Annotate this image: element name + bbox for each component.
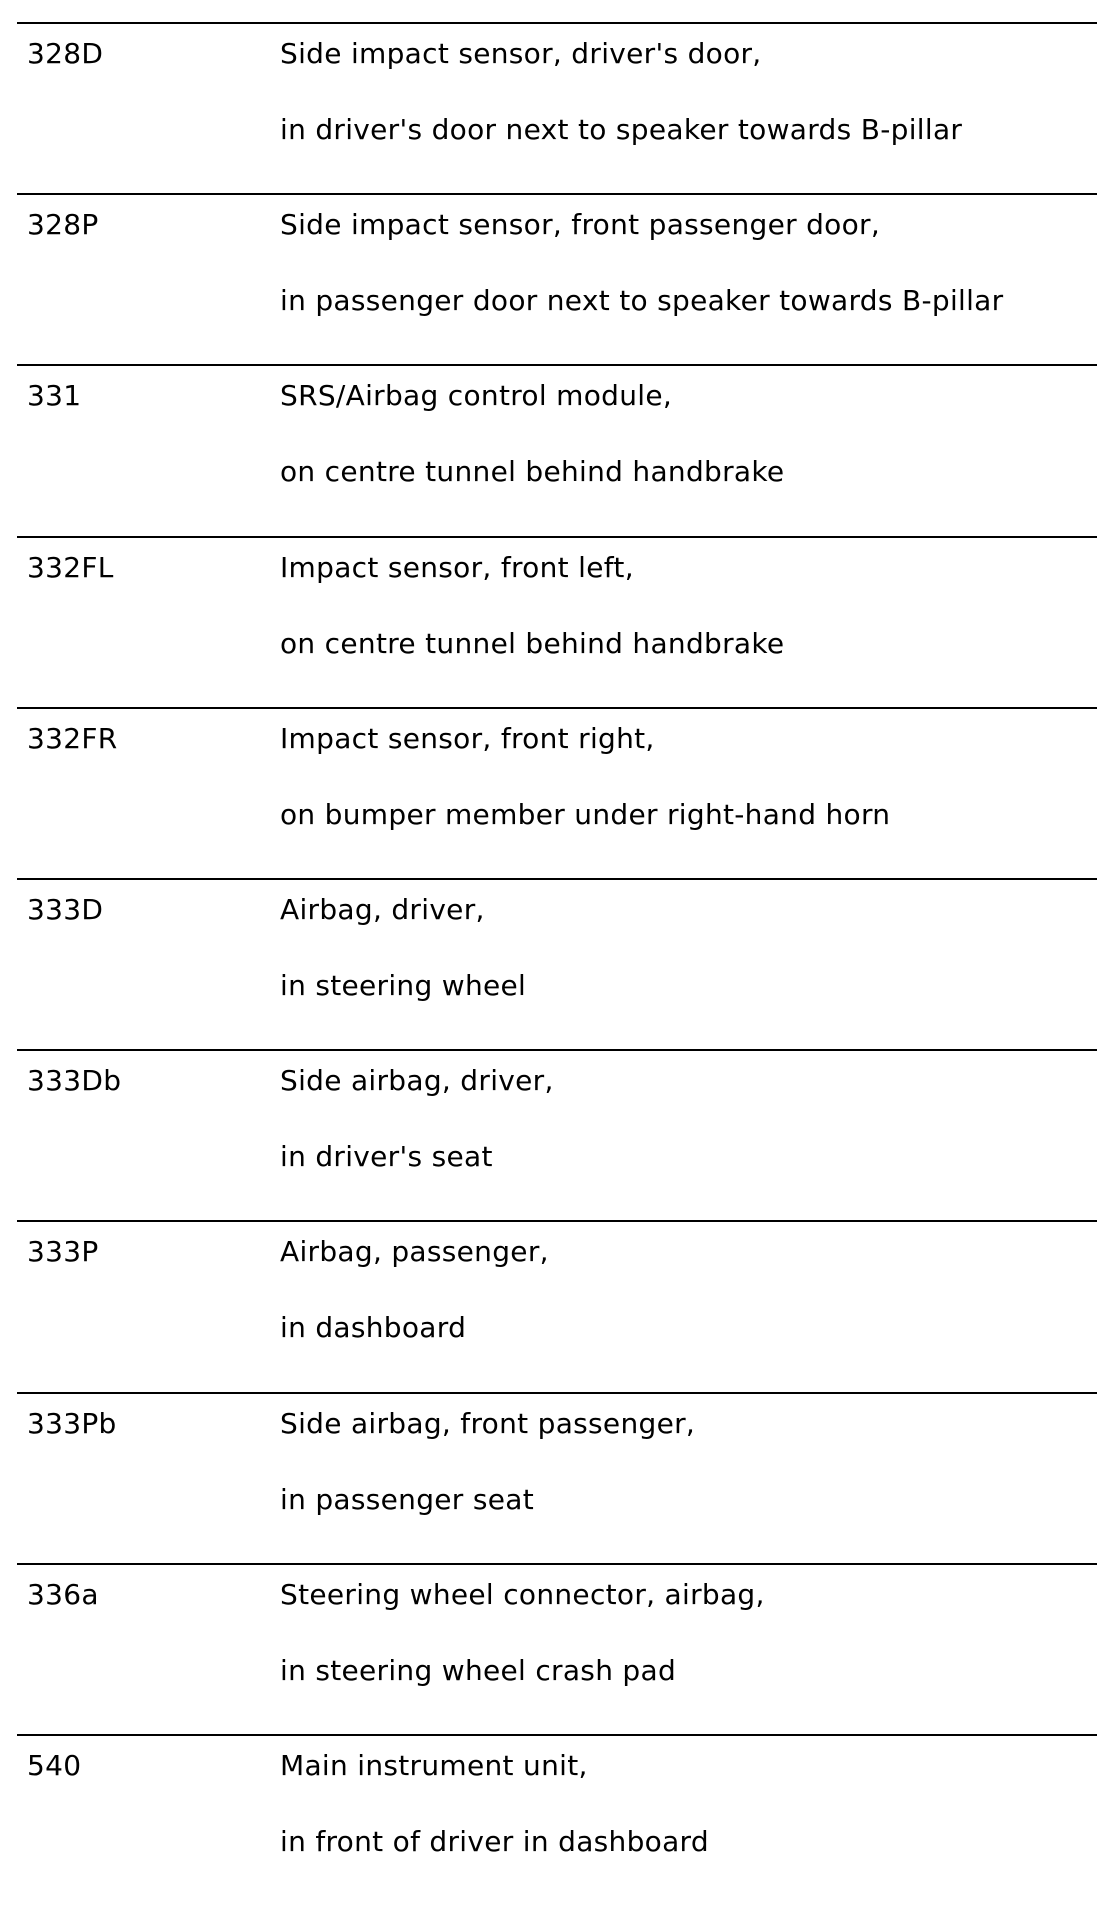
- component-name: Impact sensor, front left,: [280, 550, 634, 584]
- component-code: 333D: [27, 892, 104, 926]
- component-name: Side airbag, driver,: [280, 1064, 554, 1098]
- component-code: 328D: [27, 37, 104, 70]
- table-row: [17, 1734, 1097, 1905]
- component-location: on bumper member under right-hand horn: [280, 797, 891, 831]
- table-row: [17, 364, 1097, 535]
- component-name: Impact sensor, front right,: [280, 721, 655, 755]
- component-code: 336a: [27, 1577, 99, 1611]
- component-code: 333Pb: [27, 1406, 117, 1440]
- component-table: [17, 22, 1097, 1905]
- component-name: Steering wheel connector, airbag,: [280, 1577, 765, 1611]
- component-location: on centre tunnel behind handbrake: [280, 455, 785, 489]
- component-name: Side airbag, front passenger,: [280, 1406, 696, 1440]
- component-location: in driver's door next to speaker towards B-pillar: [280, 113, 963, 146]
- component-location: in driver's seat: [280, 1140, 493, 1174]
- component-location: on centre tunnel behind handbrake: [280, 626, 785, 660]
- component-code: 328P: [27, 208, 99, 242]
- component-location: in steering wheel crash pad: [280, 1653, 677, 1687]
- component-name: Side impact sensor, driver's door,: [280, 37, 762, 70]
- component-code: 332FL: [27, 550, 114, 584]
- table-row: [17, 1392, 1097, 1563]
- table-row: [17, 536, 1097, 707]
- component-name: Main instrument unit,: [280, 1748, 588, 1782]
- component-location: in dashboard: [280, 1311, 467, 1345]
- component-name: Side impact sensor, front passenger door,: [280, 208, 881, 242]
- component-name: SRS/Airbag control module,: [280, 379, 673, 413]
- component-name: Airbag, passenger,: [280, 1235, 549, 1269]
- component-code: 332FR: [27, 721, 118, 755]
- component-code: 333Db: [27, 1064, 122, 1098]
- table-row: [17, 878, 1097, 1049]
- component-code: 540: [27, 1748, 82, 1782]
- component-name: Airbag, driver,: [280, 892, 485, 926]
- table-row: [17, 193, 1097, 364]
- table-row: [17, 1220, 1097, 1391]
- component-code: 331: [27, 379, 82, 413]
- component-location: in passenger door next to speaker towards B-pillar: [280, 284, 1004, 318]
- component-code: 333P: [27, 1235, 99, 1269]
- table-row: [17, 1563, 1097, 1734]
- table-row: [17, 707, 1097, 878]
- table-row: [17, 1049, 1097, 1220]
- component-location: in front of driver in dashboard: [280, 1824, 709, 1858]
- table-row: [17, 22, 1097, 193]
- component-location: in passenger seat: [280, 1482, 534, 1516]
- component-location: in steering wheel: [280, 968, 527, 1002]
